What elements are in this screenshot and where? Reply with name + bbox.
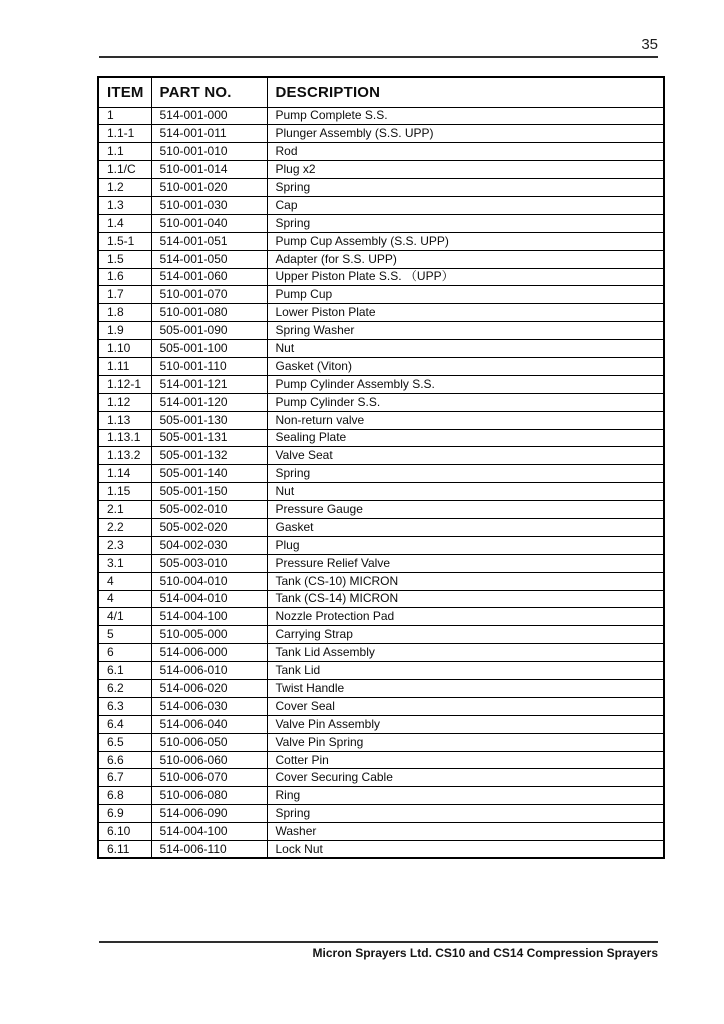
- cell-part-no: 514-001-000: [151, 107, 267, 125]
- cell-description: Cover Securing Cable: [267, 769, 664, 787]
- cell-item: 1.6: [98, 268, 151, 286]
- cell-item: 1.14: [98, 465, 151, 483]
- cell-description: Valve Pin Assembly: [267, 715, 664, 733]
- cell-description: Adapter (for S.S. UPP): [267, 250, 664, 268]
- cell-part-no: 514-006-010: [151, 662, 267, 680]
- cell-part-no: 505-003-010: [151, 554, 267, 572]
- table-row: [98, 214, 664, 232]
- cell-item: 4/1: [98, 608, 151, 626]
- cell-part-no: 505-001-131: [151, 429, 267, 447]
- cell-item: 1.11: [98, 357, 151, 375]
- cell-part-no: 510-004-010: [151, 572, 267, 590]
- cell-description: Valve Seat: [267, 447, 664, 465]
- cell-description: Spring Washer: [267, 322, 664, 340]
- cell-part-no: 514-004-100: [151, 608, 267, 626]
- table-row: [98, 143, 664, 161]
- table-row: [98, 268, 664, 286]
- cell-part-no: 514-001-050: [151, 250, 267, 268]
- table-row: [98, 572, 664, 590]
- cell-item: 2.1: [98, 501, 151, 519]
- cell-description: Lock Nut: [267, 841, 664, 859]
- cell-item: 2.2: [98, 518, 151, 536]
- table-row: [98, 554, 664, 572]
- cell-item: 6.11: [98, 841, 151, 859]
- cell-item: 1.8: [98, 304, 151, 322]
- cell-description: Tank Lid: [267, 662, 664, 680]
- cell-part-no: 510-001-030: [151, 196, 267, 214]
- cell-part-no: 514-006-030: [151, 697, 267, 715]
- parts-table-header: [98, 77, 664, 107]
- table-row: [98, 125, 664, 143]
- table-row: [98, 769, 664, 787]
- cell-part-no: 505-001-100: [151, 340, 267, 358]
- cell-item: 6.5: [98, 733, 151, 751]
- cell-item: 1.5-1: [98, 232, 151, 250]
- cell-description: Nozzle Protection Pad: [267, 608, 664, 626]
- cell-description: Rod: [267, 143, 664, 161]
- cell-item: 1.12-1: [98, 375, 151, 393]
- table-row: [98, 286, 664, 304]
- cell-description: Gasket: [267, 518, 664, 536]
- table-row: [98, 715, 664, 733]
- table-row: [98, 465, 664, 483]
- cell-description: Plug: [267, 536, 664, 554]
- header-row: [98, 77, 664, 107]
- cell-item: 2.3: [98, 536, 151, 554]
- table-row: [98, 375, 664, 393]
- cell-part-no: 510-006-060: [151, 751, 267, 769]
- cell-item: 6.7: [98, 769, 151, 787]
- table-row: [98, 536, 664, 554]
- cell-description: Valve Pin Spring: [267, 733, 664, 751]
- cell-item: 1.13.1: [98, 429, 151, 447]
- header-rule: [99, 56, 658, 58]
- cell-item: 4: [98, 590, 151, 608]
- table-row: [98, 697, 664, 715]
- cell-part-no: 510-006-050: [151, 733, 267, 751]
- cell-description: Pump Cylinder S.S.: [267, 393, 664, 411]
- cell-description: Twist Handle: [267, 680, 664, 698]
- column-header-item: ITEM: [98, 77, 151, 107]
- cell-item: 1.13.2: [98, 447, 151, 465]
- table-row: [98, 680, 664, 698]
- cell-item: 6.6: [98, 751, 151, 769]
- column-header-part-no: PART NO.: [151, 77, 267, 107]
- cell-item: 1.12: [98, 393, 151, 411]
- cell-description: Upper Piston Plate S.S. （UPP）: [267, 268, 664, 286]
- table-row: [98, 107, 664, 125]
- cell-item: 1.13: [98, 411, 151, 429]
- cell-item: 1.4: [98, 214, 151, 232]
- cell-part-no: 510-001-080: [151, 304, 267, 322]
- cell-description: Plug x2: [267, 161, 664, 179]
- cell-item: 6.3: [98, 697, 151, 715]
- footer-text: Micron Sprayers Ltd. CS10 and CS14 Compression Sprayers: [312, 946, 658, 960]
- table-row: [98, 662, 664, 680]
- cell-part-no: 510-001-110: [151, 357, 267, 375]
- cell-part-no: 505-001-140: [151, 465, 267, 483]
- cell-description: Pressure Gauge: [267, 501, 664, 519]
- table-row: [98, 805, 664, 823]
- table-row: [98, 357, 664, 375]
- cell-item: 6: [98, 644, 151, 662]
- cell-item: 6.9: [98, 805, 151, 823]
- cell-description: Nut: [267, 340, 664, 358]
- cell-part-no: 505-001-132: [151, 447, 267, 465]
- cell-part-no: 510-001-014: [151, 161, 267, 179]
- cell-description: Lower Piston Plate: [267, 304, 664, 322]
- cell-description: Pump Cup Assembly (S.S. UPP): [267, 232, 664, 250]
- table-row: [98, 483, 664, 501]
- cell-part-no: 510-001-010: [151, 143, 267, 161]
- table-row: [98, 322, 664, 340]
- cell-part-no: 514-001-120: [151, 393, 267, 411]
- cell-description: Nut: [267, 483, 664, 501]
- cell-description: Gasket (Viton): [267, 357, 664, 375]
- cell-description: Spring: [267, 465, 664, 483]
- cell-description: Cover Seal: [267, 697, 664, 715]
- cell-part-no: 510-005-000: [151, 626, 267, 644]
- cell-part-no: 505-001-130: [151, 411, 267, 429]
- cell-part-no: 510-006-080: [151, 787, 267, 805]
- cell-part-no: 505-001-090: [151, 322, 267, 340]
- table-row: [98, 751, 664, 769]
- cell-item: 1.5: [98, 250, 151, 268]
- table-row: [98, 250, 664, 268]
- cell-description: Pump Cup: [267, 286, 664, 304]
- cell-item: 1.2: [98, 179, 151, 197]
- cell-item: 1.7: [98, 286, 151, 304]
- column-header-description: DESCRIPTION: [267, 77, 664, 107]
- cell-part-no: 514-006-110: [151, 841, 267, 859]
- cell-description: Plunger Assembly (S.S. UPP): [267, 125, 664, 143]
- table-row: [98, 733, 664, 751]
- table-row: [98, 447, 664, 465]
- cell-description: Carrying Strap: [267, 626, 664, 644]
- cell-description: Pressure Relief Valve: [267, 554, 664, 572]
- cell-part-no: 514-004-010: [151, 590, 267, 608]
- cell-description: Sealing Plate: [267, 429, 664, 447]
- cell-description: Spring: [267, 214, 664, 232]
- parts-table-body: [98, 107, 664, 858]
- cell-description: Cotter Pin: [267, 751, 664, 769]
- table-row: [98, 608, 664, 626]
- cell-part-no: 514-006-020: [151, 680, 267, 698]
- table-row: [98, 340, 664, 358]
- cell-item: 6.8: [98, 787, 151, 805]
- cell-description: Pump Cylinder Assembly S.S.: [267, 375, 664, 393]
- cell-description: Washer: [267, 823, 664, 841]
- table-row: [98, 518, 664, 536]
- table-row: [98, 232, 664, 250]
- cell-part-no: 505-002-020: [151, 518, 267, 536]
- table-row: [98, 626, 664, 644]
- cell-description: Spring: [267, 805, 664, 823]
- cell-item: 6.4: [98, 715, 151, 733]
- cell-item: 3.1: [98, 554, 151, 572]
- cell-part-no: 514-001-060: [151, 268, 267, 286]
- cell-item: 5: [98, 626, 151, 644]
- cell-description: Tank (CS-10) MICRON: [267, 572, 664, 590]
- cell-part-no: 510-006-070: [151, 769, 267, 787]
- cell-item: 1.9: [98, 322, 151, 340]
- parts-table: [97, 76, 665, 859]
- table-row: [98, 179, 664, 197]
- cell-item: 1.10: [98, 340, 151, 358]
- table-row: [98, 393, 664, 411]
- cell-part-no: 514-001-121: [151, 375, 267, 393]
- page-number: 35: [641, 36, 658, 53]
- cell-description: Tank Lid Assembly: [267, 644, 664, 662]
- footer-rule: [99, 941, 658, 943]
- cell-part-no: 510-001-020: [151, 179, 267, 197]
- cell-part-no: 514-001-011: [151, 125, 267, 143]
- table-row: [98, 429, 664, 447]
- cell-item: 1.1: [98, 143, 151, 161]
- table-row: [98, 590, 664, 608]
- cell-part-no: 514-001-051: [151, 232, 267, 250]
- cell-description: Ring: [267, 787, 664, 805]
- cell-part-no: 510-001-070: [151, 286, 267, 304]
- table-row: [98, 161, 664, 179]
- table-row: [98, 787, 664, 805]
- cell-part-no: 505-001-150: [151, 483, 267, 501]
- cell-part-no: 514-006-090: [151, 805, 267, 823]
- cell-part-no: 514-004-100: [151, 823, 267, 841]
- table-row: [98, 501, 664, 519]
- cell-item: 1.15: [98, 483, 151, 501]
- cell-item: 1: [98, 107, 151, 125]
- table-row: [98, 304, 664, 322]
- cell-item: 1.1/C: [98, 161, 151, 179]
- cell-part-no: 504-002-030: [151, 536, 267, 554]
- table-row: [98, 841, 664, 859]
- cell-item: 4: [98, 572, 151, 590]
- cell-part-no: 505-002-010: [151, 501, 267, 519]
- cell-description: Non-return valve: [267, 411, 664, 429]
- cell-item: 6.2: [98, 680, 151, 698]
- table-row: [98, 196, 664, 214]
- cell-part-no: 514-006-000: [151, 644, 267, 662]
- cell-description: Cap: [267, 196, 664, 214]
- cell-description: Spring: [267, 179, 664, 197]
- table-row: [98, 644, 664, 662]
- cell-item: 1.1-1: [98, 125, 151, 143]
- table-row: [98, 823, 664, 841]
- cell-part-no: 514-006-040: [151, 715, 267, 733]
- cell-item: 6.1: [98, 662, 151, 680]
- table-row: [98, 411, 664, 429]
- cell-description: Pump Complete S.S.: [267, 107, 664, 125]
- cell-item: 6.10: [98, 823, 151, 841]
- cell-description: Tank (CS-14) MICRON: [267, 590, 664, 608]
- cell-part-no: 510-001-040: [151, 214, 267, 232]
- cell-item: 1.3: [98, 196, 151, 214]
